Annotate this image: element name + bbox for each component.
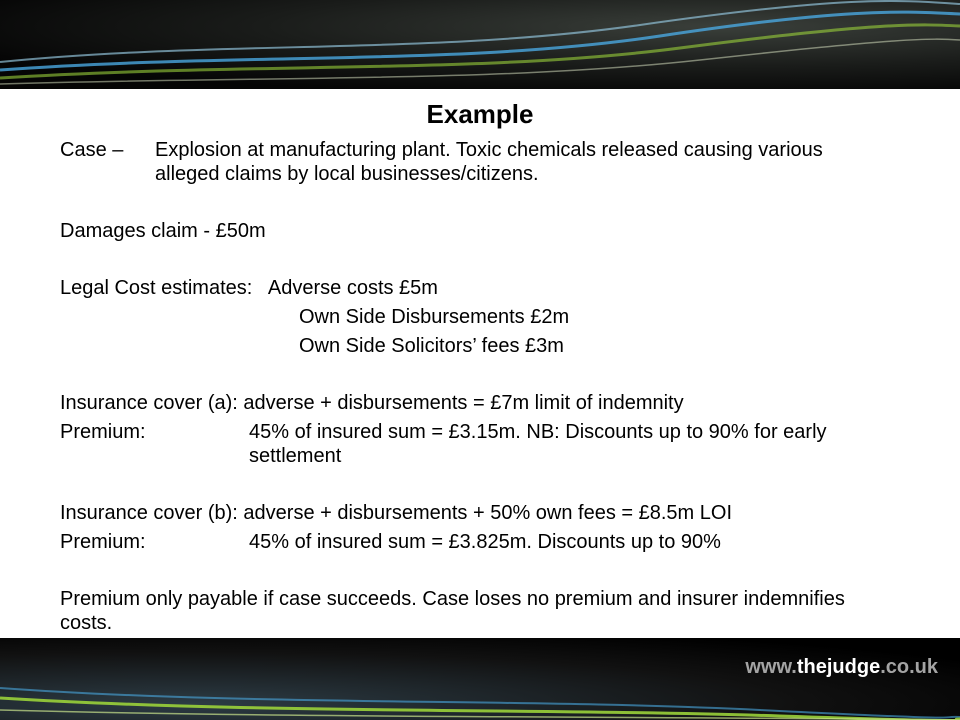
legal-costs-label: Legal Cost estimates:: [60, 277, 253, 299]
closing-note: Premium only payable if case succeeds. Case loses no premium and insurer indemnifies costs.: [60, 588, 845, 634]
insurance-cover-a: Insurance cover (a): adverse + disbursements = £7m limit of indemnity: [60, 392, 684, 414]
footer-banner: [0, 638, 960, 720]
footer-swoosh-graphic: [0, 638, 960, 720]
damages-claim: Damages claim - £50m: [60, 220, 266, 242]
website-name: thejudge: [796, 656, 881, 678]
case-label: Case –: [60, 139, 124, 161]
website-prefix: www.: [745, 656, 797, 678]
slide-title: Example: [426, 99, 534, 129]
premium-b-text: 45% of insured sum = £3.825m. Discounts up to 90%: [249, 531, 721, 553]
website-suffix: .co.uk: [880, 656, 938, 678]
insurance-cover-b: Insurance cover (b): adverse + disbursements + 50% own fees = £8.5m LOI: [60, 502, 733, 524]
header-swoosh-graphic: [0, 0, 960, 89]
case-text: Explosion at manufacturing plant. Toxic chemicals released causing various alleged claims by local businesses/citizens.: [155, 139, 823, 185]
website-link[interactable]: [745, 655, 938, 679]
premium-a-text: 45% of insured sum = £3.15m. NB: Discounts up to 90% for early settlement: [249, 421, 827, 467]
case-row: [60, 138, 880, 186]
header-banner: [0, 0, 960, 89]
premium-b-row: [60, 530, 880, 554]
legal-costs-row: [60, 276, 438, 300]
legal-cost-item: Adverse costs £5m: [267, 277, 438, 299]
legal-cost-item: Own Side Solicitors’ fees £3m: [299, 335, 564, 357]
premium-a-row: [60, 420, 880, 468]
premium-label: Premium:: [60, 531, 146, 553]
premium-label: Premium:: [60, 421, 146, 443]
legal-cost-item: Own Side Disbursements £2m: [299, 306, 570, 328]
